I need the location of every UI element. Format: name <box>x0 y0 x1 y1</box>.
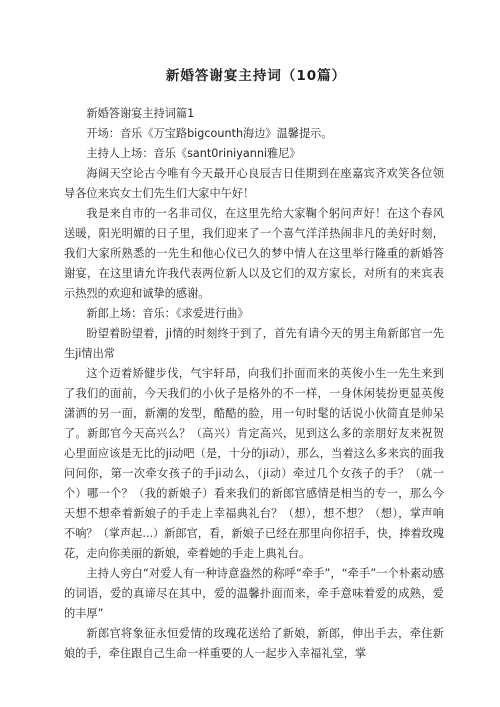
paragraph-introduction: 我是来自市的一名非司仪，在这里先给大家鞠个躬问声好！在这个春风送暖，阳光明媚的日子里，我们迎来了一个喜气洋洋热闹非凡的美好时刻，我们大家所熟悉的一先生和他心仪已久的梦中情人在这里举行隆重的新婚答谢宴，在这里请允许我代表两位新人以及它们的双方家长，对所有的来宾表示热烈的欢迎和诚挚的感谢。 <box>64 207 444 300</box>
paragraph-groom-invite: 盼望着盼望着，ji情的时刻终于到了，首先有请今天的男主角新郎官一先生ji情出常 <box>64 327 444 360</box>
paragraph-narration: 主持人旁白“对爱人有一种诗意盎然的称呼“牵手”，“牵手”一个朴素动感的词语，爱的真谛尽在其中，爱的温馨扑面而来，牵手意味着爱的成熟，爱的丰厚” <box>64 567 444 620</box>
paragraph-opening: 开场：音乐《万宝路bigcounth海边》温馨提示。 <box>86 127 333 140</box>
paragraph-subtitle: 新婚答谢宴主持词篇1 <box>86 107 195 120</box>
paragraph-greeting: 海阔天空论古今唯有今天最开心良辰吉日佳期到在座嘉宾齐欢笑各位领导各位来宾女士们先生们大家中午好！ <box>64 167 444 200</box>
paragraph-rose: 新郎官将象征永恒爱情的玫瑰花送给了新娘，新郎，伸出手去，牵住新娘的手，牵住跟自己生命一样重要的人一起步入幸福礼堂，掌 <box>64 627 444 660</box>
document-title: 新婚答谢宴主持词（10篇） <box>165 68 347 84</box>
paragraph-groom-entrance: 新郎上场：音乐：《求爱进行曲》 <box>86 307 249 320</box>
paragraph-groom-dialogue: 这个迈着矫健步伐，气宇轩昂，向我们扑面而来的英俊小生一先生来到了我们的面前，今天我们的小伙子是格外的不一样，一身休闲装扮更显英俊潇洒的另一面，新潮的发型，酷酷的脸，用一句时髦的话说小伙简直是帅呆了。新郎官今天高兴么？（高兴）肯定高兴，见到这么多的亲朋好友来祝贺心里面应该是无比的ji动吧（是，十分的ji动），那么，当着这么多来宾的面我问问你，第一次牵女孩子的手ji动么，（ji动）牵过几个女孩子的手？（就一个）哪一个？（我的新娘子）看来我们的新郎官感情是相当的专一，那么今天想不想牵着新娘子的手走上幸福典礼台？（想），想不想？（想），掌声响不响？（掌声起...）新郎官，看，新娘子已经在那里向你招手，快，捧着玫瑰花，走向你美丽的新娘，牵着她的手走上典礼台。 <box>64 367 444 560</box>
paragraph-host-entrance: 主持人上场：音乐《sant0riniyanni雅尼》 <box>86 147 301 160</box>
